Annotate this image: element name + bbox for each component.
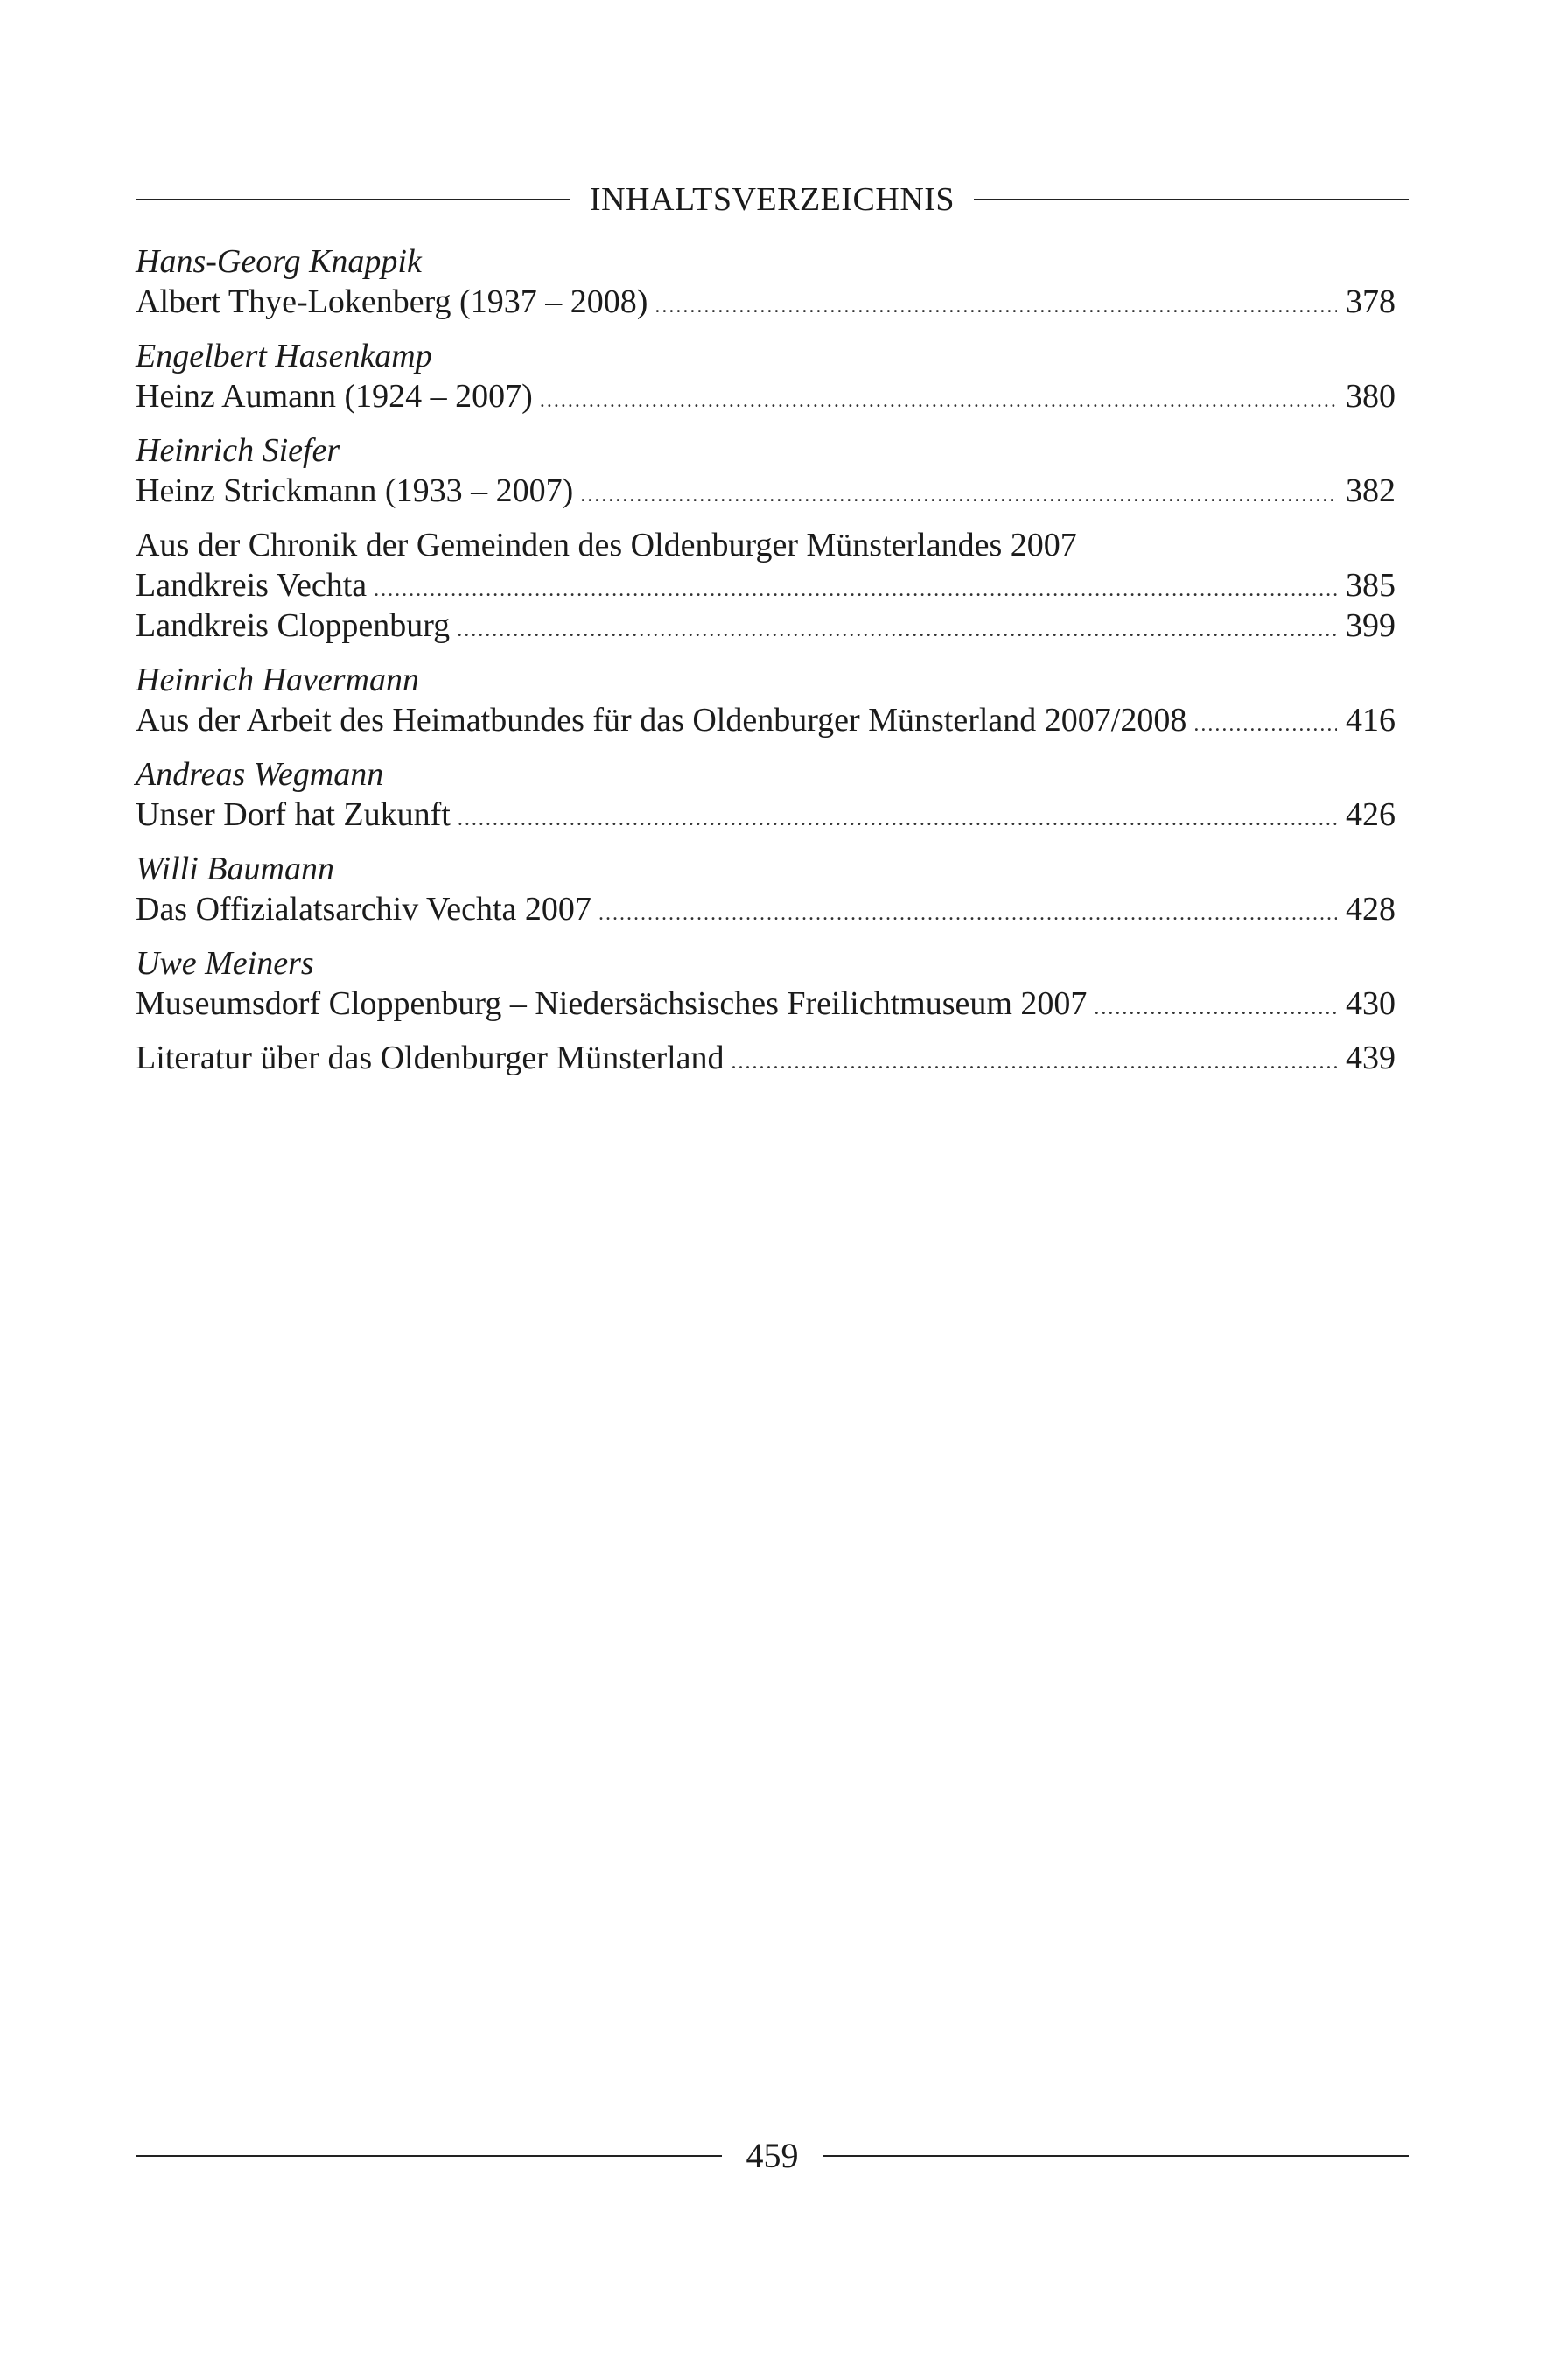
dot-leader (458, 799, 1337, 839)
toc-entry (136, 606, 1396, 646)
toc-entry (136, 984, 1396, 1024)
toc-entry-page: 385 (1346, 567, 1396, 604)
toc-entry-page: 426 (1346, 796, 1396, 833)
toc-heading (136, 525, 1396, 565)
dot-leader (374, 570, 1337, 610)
toc-entry (136, 471, 1396, 511)
section-title: INHALTSVERZEICHNIS (589, 181, 956, 218)
toc-entry-page: 380 (1346, 378, 1396, 415)
toc-heading-text: Aus der Chronik der Gemeinden des Oldenburger Münsterlandes 2007 (136, 527, 1077, 564)
toc-entry (136, 565, 1396, 606)
dot-leader (540, 381, 1337, 421)
toc-entry-title: Unser Dorf hat Zukunft (136, 796, 451, 833)
header-rule-right (974, 199, 1409, 200)
toc-group (136, 754, 1396, 835)
toc-entry-title: Das Offizialatsarchiv Vechta 2007 (136, 891, 592, 928)
toc-entry (136, 889, 1396, 929)
toc-author: Uwe Meiners (136, 945, 314, 982)
dot-leader (1094, 988, 1337, 1028)
toc-entry-title: Heinz Aumann (1924 – 2007) (136, 378, 533, 415)
toc-entry-page: 416 (1346, 702, 1396, 738)
toc-author: Willi Baumann (136, 850, 334, 887)
toc-entry-page: 378 (1346, 284, 1396, 320)
toc-group (136, 849, 1396, 929)
toc-entry-page: 430 (1346, 985, 1396, 1022)
toc-group (136, 525, 1396, 646)
toc-entry-page: 399 (1346, 607, 1396, 644)
toc-author: Heinrich Siefer (136, 432, 340, 469)
toc-entry-title: Heinz Strickmann (1933 – 2007) (136, 472, 574, 509)
dot-leader (598, 893, 1337, 934)
toc-entry-page: 439 (1346, 1040, 1396, 1076)
toc-entry-title: Landkreis Cloppenburg (136, 607, 451, 644)
toc-entry (136, 794, 1396, 835)
dot-leader (457, 610, 1337, 650)
toc-entry (136, 376, 1396, 416)
dot-leader (1194, 704, 1337, 745)
toc-entry-page: 428 (1346, 891, 1396, 928)
toc-group (136, 943, 1396, 1024)
page-number: 459 (746, 2136, 799, 2175)
toc-author: Andreas Wegmann (136, 756, 384, 793)
toc-entry-title: Museumsdorf Cloppenburg – Niedersächsisches Freilichtmuseum 2007 (136, 985, 1088, 1022)
toc-entry-title: Aus der Arbeit des Heimatbundes für das Oldenburger Münsterland 2007/2008 (136, 702, 1187, 738)
toc-author: Engelbert Hasenkamp (136, 338, 432, 374)
toc-entry (136, 700, 1396, 740)
footer-rule-left (136, 2155, 722, 2157)
page-footer (136, 2130, 1409, 2182)
dot-leader (654, 286, 1337, 326)
toc-entry-title: Albert Thye-Lokenberg (1937 – 2008) (136, 284, 648, 320)
toc-entry (136, 1038, 1396, 1078)
table-of-contents (136, 242, 1396, 1092)
dot-leader (580, 475, 1337, 515)
toc-group (136, 242, 1396, 322)
header-rule-left (136, 199, 570, 200)
toc-author: Hans-Georg Knappik (136, 243, 422, 280)
toc-group (136, 1038, 1396, 1078)
toc-entry-title: Literatur über das Oldenburger Münsterland (136, 1040, 724, 1076)
toc-entry (136, 282, 1396, 322)
toc-group (136, 430, 1396, 511)
running-header (136, 175, 1409, 224)
toc-group (136, 336, 1396, 416)
toc-group (136, 660, 1396, 740)
toc-entry-title: Landkreis Vechta (136, 567, 368, 604)
toc-author: Heinrich Havermann (136, 662, 419, 698)
dot-leader (732, 1042, 1337, 1082)
toc-entry-page: 382 (1346, 472, 1396, 509)
footer-rule-right (823, 2155, 1410, 2157)
